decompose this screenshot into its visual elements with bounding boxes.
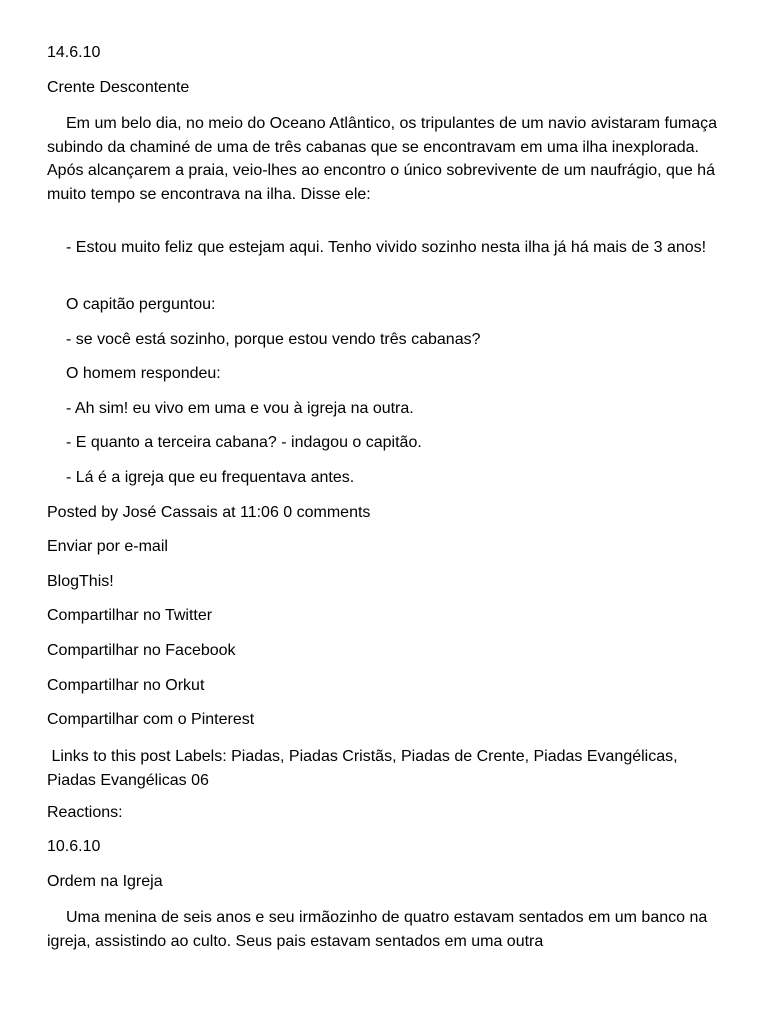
post-paragraph bbox=[47, 906, 719, 953]
post-date: 14.6.10 bbox=[47, 44, 101, 61]
post-paragraph-text: Uma menina de seis anos e seu irmãozinho de quatro estavam sentados em um banco na igreja, assistindo ao culto. Seus pais estavam sentados em uma outra bbox=[47, 909, 708, 950]
post-line: - E quanto a terceira cabana? - indagou o capitão. bbox=[66, 434, 422, 451]
post-title: Crente Descontente bbox=[47, 79, 190, 96]
post-line: - se você está sozinho, porque estou vendo três cabanas? bbox=[66, 331, 481, 348]
post-footer-byline: Posted by José Cassais at 11:06 0 comments bbox=[47, 504, 371, 521]
post-paragraph bbox=[47, 112, 719, 206]
share-facebook-link[interactable]: Compartilhar no Facebook bbox=[47, 642, 236, 659]
share-pinterest-link[interactable]: Compartilhar com o Pinterest bbox=[47, 711, 255, 728]
post-line: - Lá é a igreja que eu frequentava antes. bbox=[66, 469, 355, 486]
post-paragraph-text: Em um belo dia, no meio do Oceano Atlântico, os tripulantes de um navio avistaram fumaça subindo da chaminé de uma de três cabanas que se encontravam em uma ilha inexplorada. Após alcançarem a praia, veio-lhes ao encontro o único sobrevivente de um naufrágio, que há muito tempo se encontrava na ilha. Disse ele: bbox=[47, 115, 718, 203]
post-line: O capitão perguntou: bbox=[66, 296, 216, 313]
post-title: Ordem na Igreja bbox=[47, 873, 163, 890]
share-twitter-link[interactable]: Compartilhar no Twitter bbox=[47, 607, 213, 624]
share-blogthis-link[interactable]: BlogThis! bbox=[47, 573, 114, 590]
reactions-label: Reactions: bbox=[47, 804, 123, 821]
post-line: O homem respondeu: bbox=[66, 365, 221, 382]
post-date: 10.6.10 bbox=[47, 838, 101, 855]
post-paragraph bbox=[47, 236, 719, 260]
post-paragraph-text: - Estou muito feliz que estejam aqui. Tenho vivido sozinho nesta ilha já há mais de 3 anos! bbox=[66, 239, 707, 256]
share-orkut-link[interactable]: Compartilhar no Orkut bbox=[47, 677, 205, 694]
share-email-link[interactable]: Enviar por e-mail bbox=[47, 538, 168, 555]
post-labels: Links to this post Labels: Piadas, Piadas Cristãs, Piadas de Crente, Piadas Evangélicas, Piadas Evangélicas 06 bbox=[47, 748, 683, 789]
post-line: - Ah sim! eu vivo em uma e vou à igreja na outra. bbox=[66, 400, 414, 417]
